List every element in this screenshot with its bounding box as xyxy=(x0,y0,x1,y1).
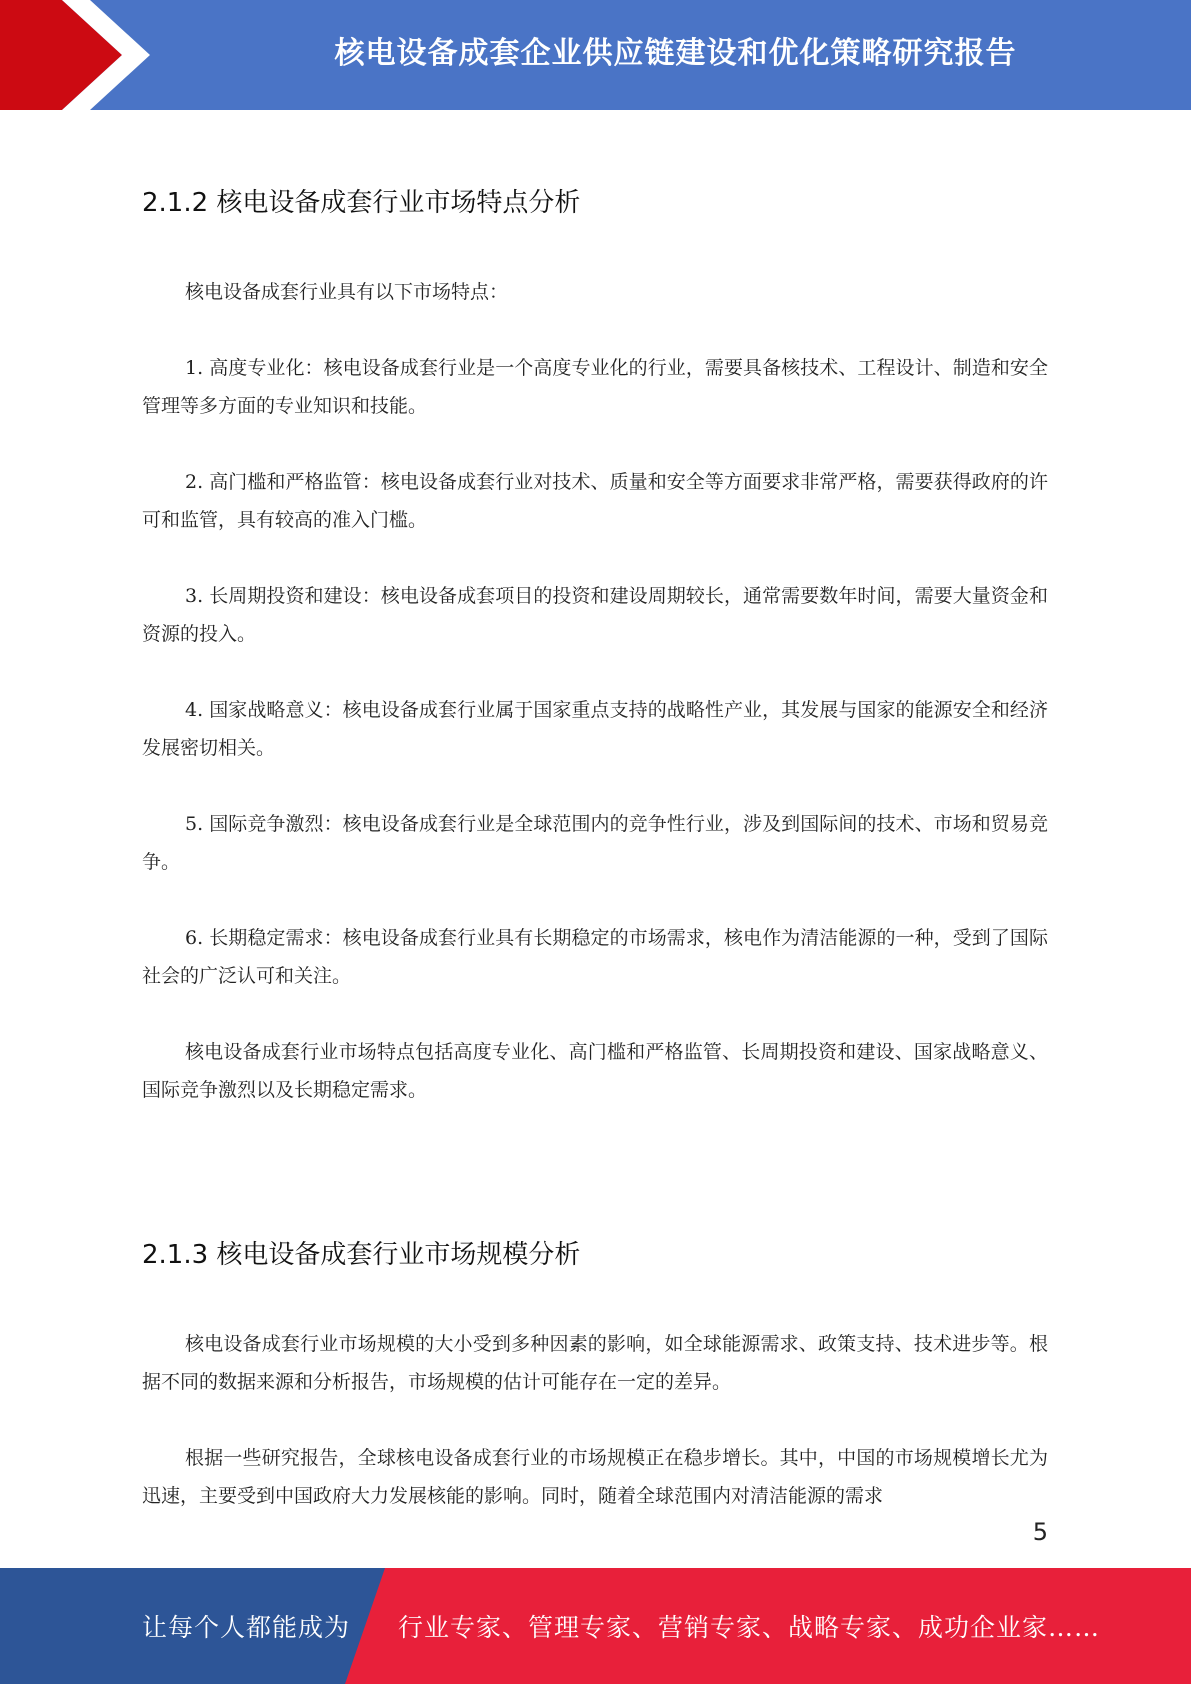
page-footer xyxy=(0,1568,1191,1684)
report-title: 核电设备成套企业供应链建设和优化策略研究报告 xyxy=(334,36,1017,71)
page-number: 5 xyxy=(1032,1518,1048,1546)
section-heading-2-1-3: 2.1.3 核电设备成套行业市场规模分析 xyxy=(142,1240,581,1270)
paragraph-summary: 核电设备成套行业市场特点包括高度专业化、高门槛和严格监管、长周期投资和建设、国家战略意义、国际竞争激烈以及长期稳定需求。 xyxy=(142,1041,1048,1101)
footer-slogan-left: 让每个人都能成为 xyxy=(142,1613,351,1642)
paragraph-point-6: 6. 长期稳定需求：核电设备成套行业具有长期稳定的市场需求，核电作为清洁能源的一种，受到了国际社会的广泛认可和关注。 xyxy=(142,927,1048,987)
paragraph-market-size-2: 根据一些研究报告，全球核电设备成套行业的市场规模正在稳步增长。其中，中国的市场规模增长尤为迅速，主要受到中国政府大力发展核能的影响。同时，随着全球范围内对清洁能源的需求 xyxy=(142,1447,1048,1507)
paragraph-intro: 核电设备成套行业具有以下市场特点： xyxy=(185,281,509,303)
paragraph-point-4: 4. 国家战略意义：核电设备成套行业属于国家重点支持的战略性产业，其发展与国家的能源安全和经济发展密切相关。 xyxy=(142,699,1048,759)
footer-slogan-right: 行业专家、管理专家、营销专家、战略专家、成功企业家…… xyxy=(398,1613,1101,1642)
paragraph-point-1: 1. 高度专业化：核电设备成套行业是一个高度专业化的行业，需要具备核技术、工程设计、制造和安全管理等多方面的专业知识和技能。 xyxy=(142,357,1048,417)
red-arrow-decoration xyxy=(0,0,160,110)
paragraph-point-2: 2. 高门槛和严格监管：核电设备成套行业对技术、质量和安全等方面要求非常严格，需要获得政府的许可和监管，具有较高的准入门槛。 xyxy=(142,471,1048,531)
paragraph-point-5: 5. 国际竞争激烈：核电设备成套行业是全球范围内的竞争性行业，涉及到国际间的技术、市场和贸易竞争。 xyxy=(142,813,1048,873)
page-header xyxy=(0,0,1191,110)
section-heading-2-1-2: 2.1.2 核电设备成套行业市场特点分析 xyxy=(142,188,581,218)
paragraph-point-3: 3. 长周期投资和建设：核电设备成套项目的投资和建设周期较长，通常需要数年时间，需要大量资金和资源的投入。 xyxy=(142,585,1048,645)
paragraph-market-size-1: 核电设备成套行业市场规模的大小受到多种因素的影响，如全球能源需求、政策支持、技术进步等。根据不同的数据来源和分析报告，市场规模的估计可能存在一定的差异。 xyxy=(142,1333,1048,1393)
